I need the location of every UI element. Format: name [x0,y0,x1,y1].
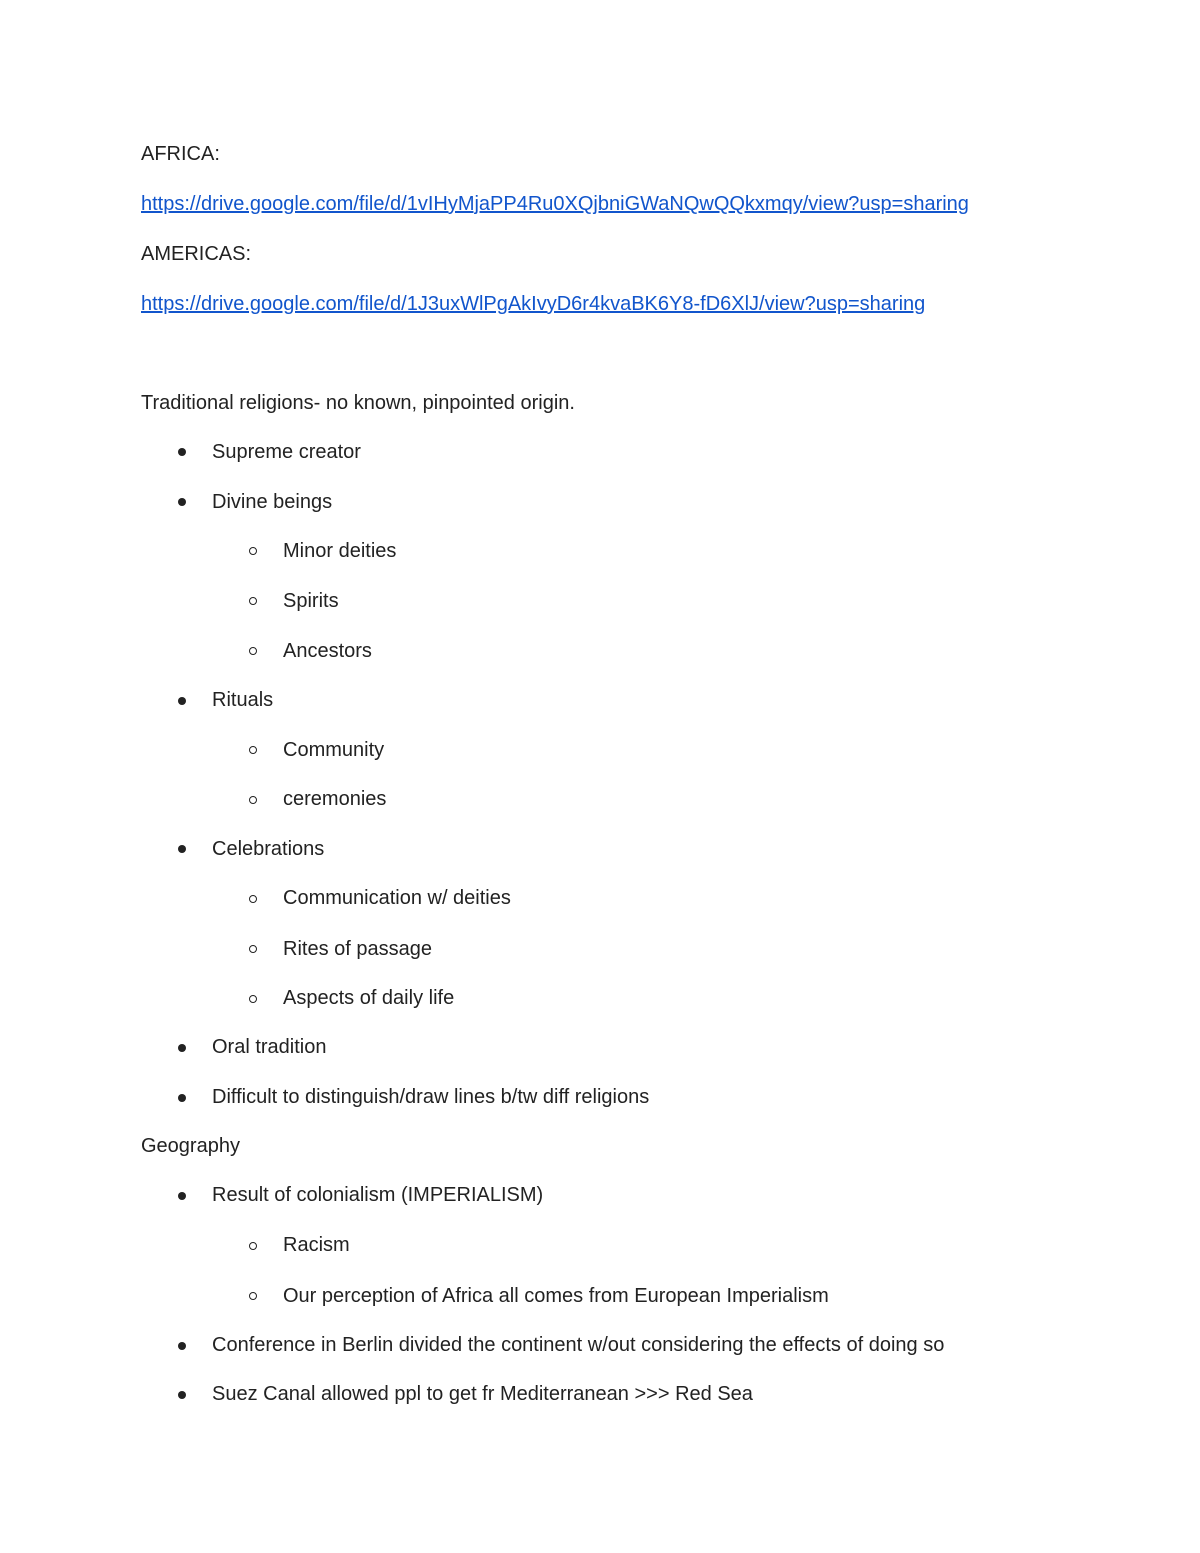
list-item: Result of colonialism (IMPERIALISM) [212,1184,544,1206]
geography-heading: Geography [141,1135,240,1157]
sub-bullet-icon [249,597,257,605]
sub-bullet-icon [249,746,257,754]
list-item: Difficult to distinguish/draw lines b/tw diff religions [212,1086,650,1108]
sub-bullet-icon [249,796,257,804]
bullet-icon [178,1094,186,1102]
sub-bullet-icon [249,995,257,1003]
bullet-icon [178,697,186,705]
list-item: Celebrations [212,838,325,860]
bullet-icon [178,1044,186,1052]
list-item: Rites of passage [283,938,432,960]
bullet-icon [178,1391,186,1399]
traditional-religions-heading: Traditional religions- no known, pinpointed origin. [141,392,575,414]
americas-drive-link[interactable]: https://drive.google.com/file/d/1J3uxWlPgAkIvyD6r4kvaBK6Y8-fD6XlJ/view?usp=sharing [141,293,926,315]
list-item: Racism [283,1234,350,1256]
sub-bullet-icon [249,1242,257,1250]
africa-drive-link[interactable]: https://drive.google.com/file/d/1vIHyMjaPP4Ru0XQjbniGWaNQwQQkxmqy/view?usp=sharing [141,193,969,215]
sub-bullet-icon [249,647,257,655]
bullet-icon [178,498,186,506]
sub-bullet-icon [249,945,257,953]
bullet-icon [178,1192,186,1200]
list-item: Ancestors [283,640,372,662]
sub-bullet-icon [249,547,257,555]
bullet-icon [178,1342,186,1350]
sub-bullet-icon [249,1292,257,1300]
list-item: Minor deities [283,540,397,562]
list-item: Communication w/ deities [283,887,511,909]
list-item: Rituals [212,689,274,711]
bullet-icon [178,845,186,853]
list-item: Aspects of daily life [283,987,455,1009]
list-item: Oral tradition [212,1036,327,1058]
list-item: Conference in Berlin divided the continent w/out considering the effects of doing so [212,1334,945,1356]
list-item: ceremonies [283,788,387,810]
bullet-icon [178,448,186,456]
list-item: Supreme creator [212,441,361,463]
list-item: Community [283,739,385,761]
list-item: Spirits [283,590,339,612]
africa-label: AFRICA: [141,143,220,165]
sub-bullet-icon [249,895,257,903]
list-item: Our perception of Africa all comes from European Imperialism [283,1285,829,1307]
list-item: Divine beings [212,491,333,513]
americas-label: AMERICAS: [141,243,252,265]
list-item: Suez Canal allowed ppl to get fr Mediterranean >>> Red Sea [212,1383,753,1405]
